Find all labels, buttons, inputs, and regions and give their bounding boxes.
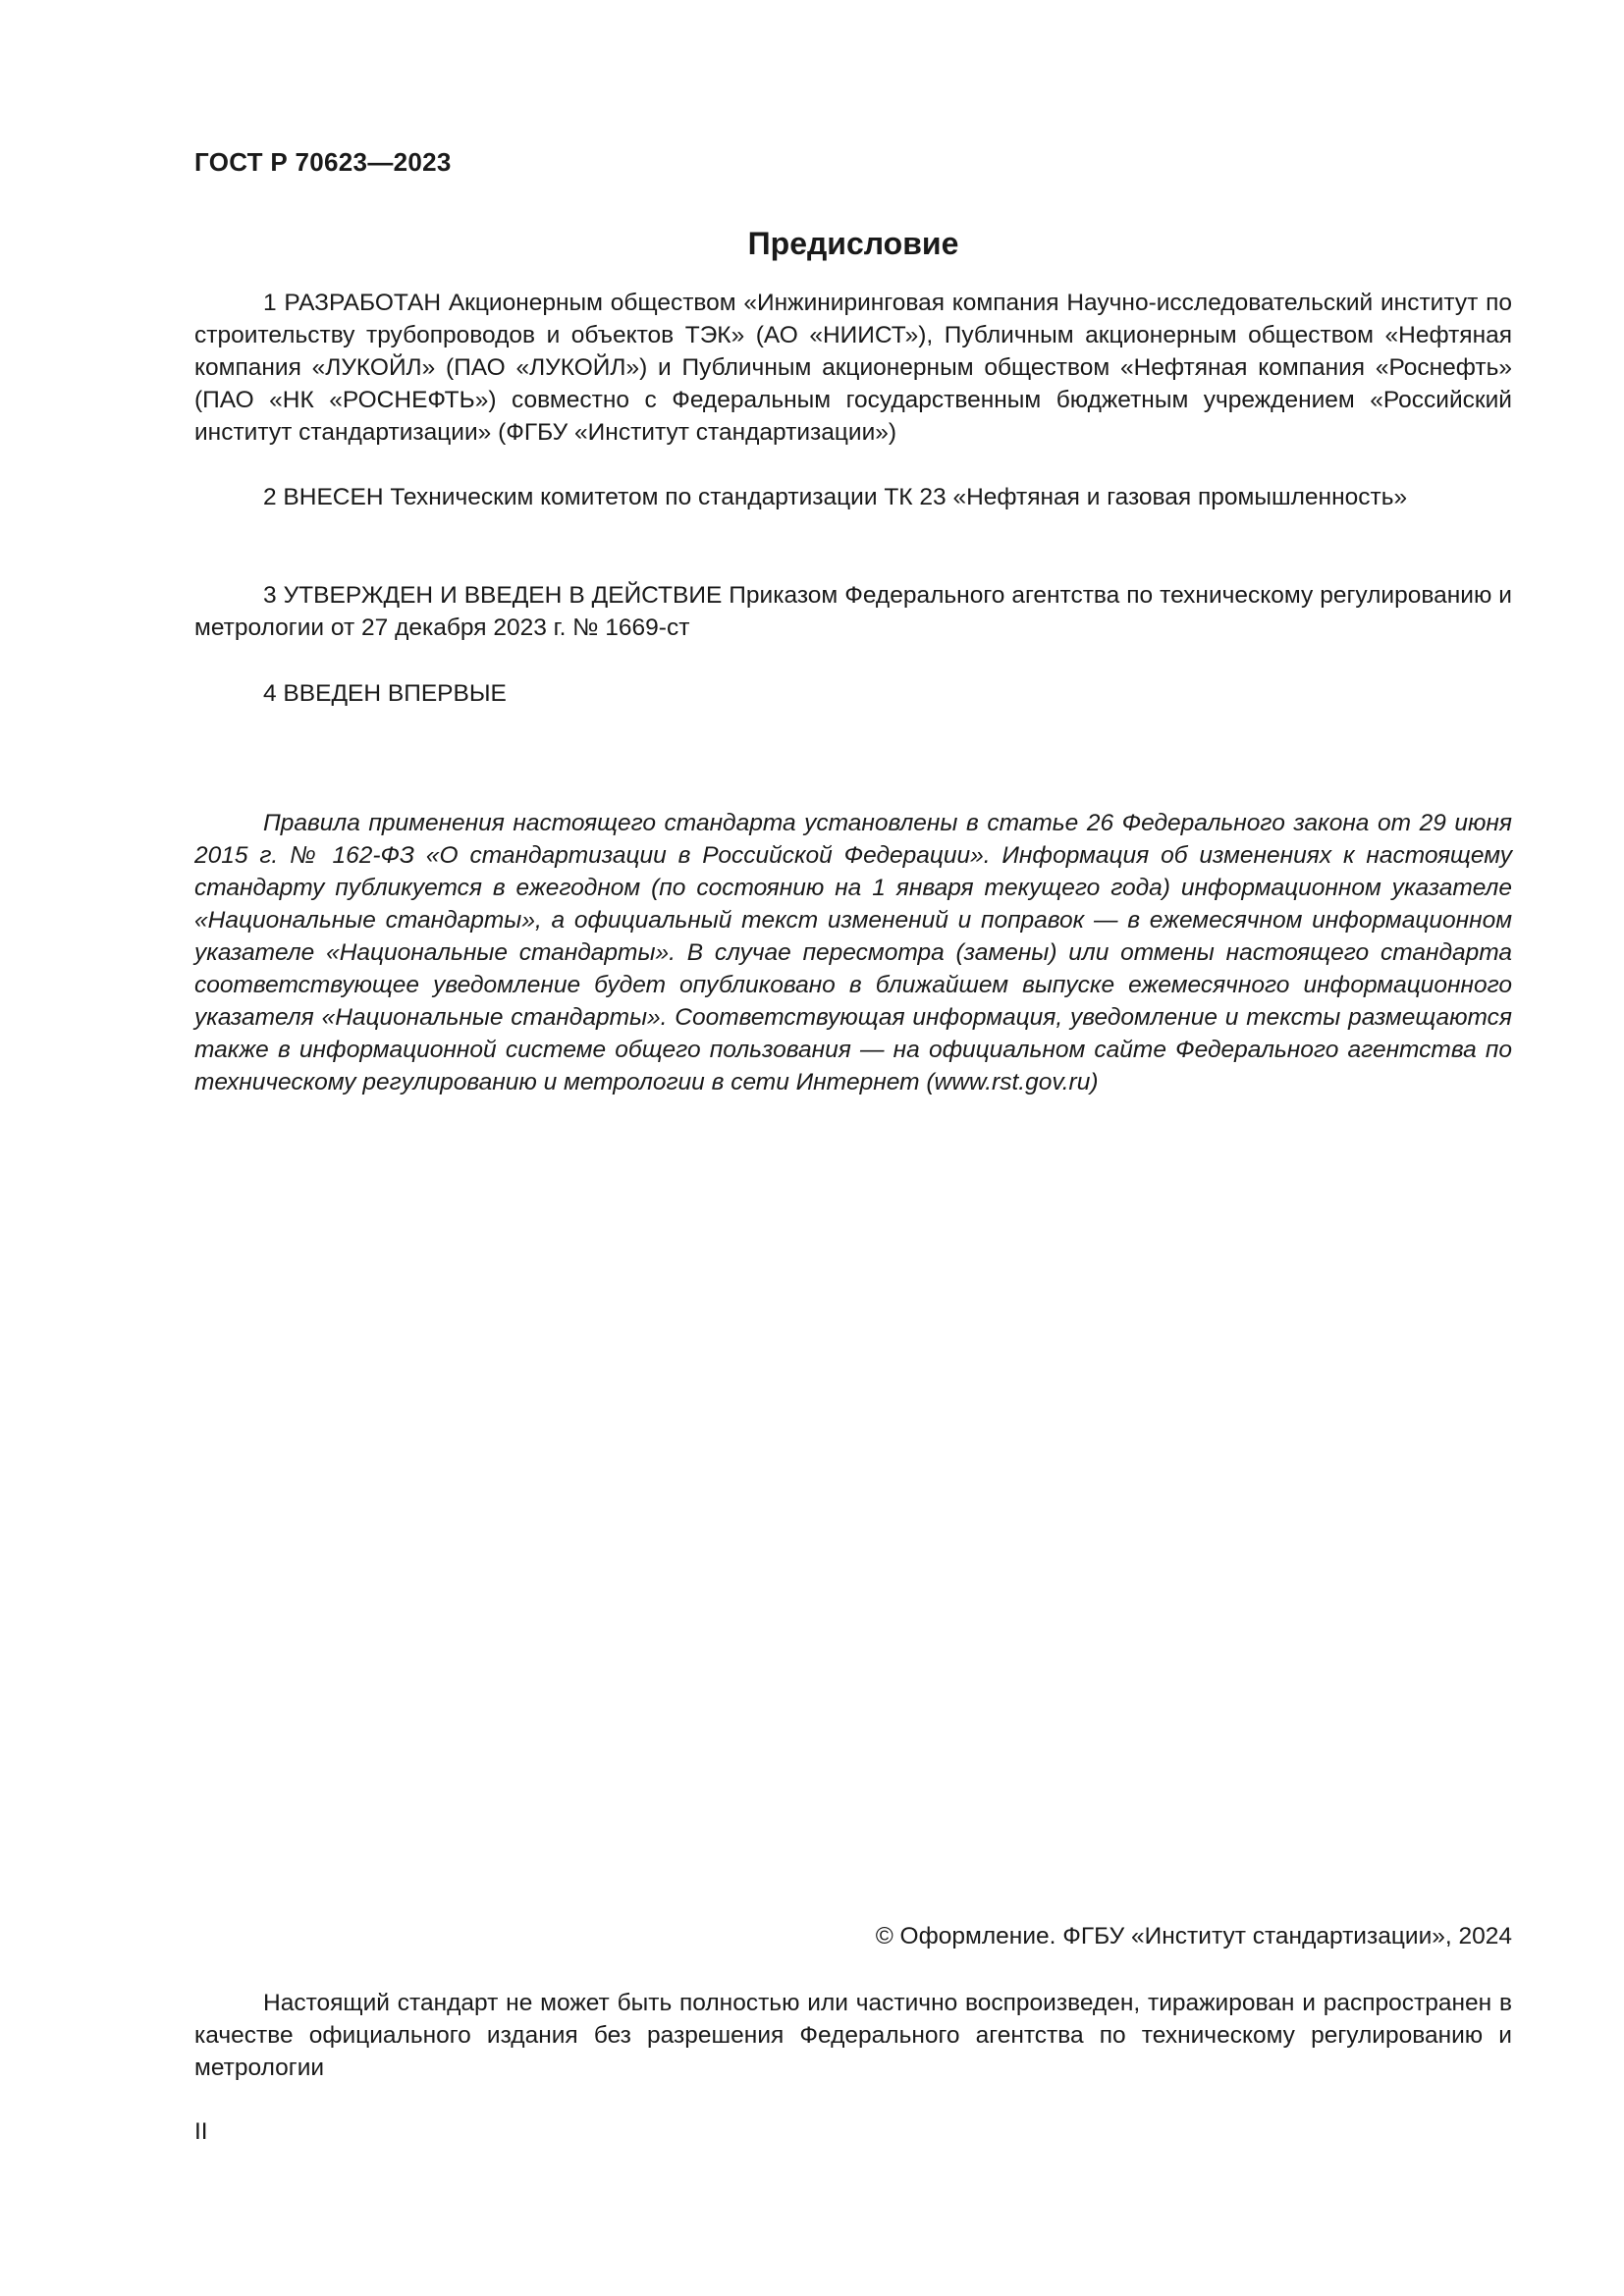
foreword-item-4: 4 ВВЕДЕН ВПЕРВЫЕ: [263, 680, 507, 707]
reproduction-notice: Настоящий стандарт не может быть полностью или частично воспроизведен, тиражирован и распространен в качестве официального издания без разрешения Федерального агентства по техническому регулированию и метрологии: [194, 1990, 1512, 2081]
page-number: II: [194, 2118, 208, 2145]
foreword-item-1: 1 РАЗРАБОТАН Акционерным обществом «Инжиниринговая компания Научно-исследовательский институт по строительству трубопроводов и объектов ТЭК» (АО «НИИСТ»), Публичным акционерным обществом «Нефтяная компания «ЛУКОЙЛ» (ПАО «ЛУКОЙЛ») и Публичным акционерным обществом «Нефтяная компания «Роснефть» (ПАО «НК «РОСНЕФТЬ») совместно с Федеральным государственным бюджетным учреждением «Российский институт стандартизации» (ФГБУ «Институт стандартизации»): [194, 290, 1512, 446]
application-rules-notice: Правила применения настоящего стандарта установлены в статье 26 Федерального закона от 29 июня 2015 г. № 162-ФЗ «О стандартизации в Российской Федерации». Информация об изменениях к настоящему стандарту публикуется в ежегодном (по состоянию на 1 января текущего года) информационном указателе «Национальные стандарты», а официальный текст изменений и поправок — в ежемесячном информационном указателе «Национальные стандарты». В случае пересмотра (замены) или отмены настоящего стандарта соответствующее уведомление будет опубликовано в ближайшем выпуске ежемесячного информационного указателя «Национальные стандарты». Соответствующая информация, уведомление и тексты размещаются также в информационной системе общего пользования — на официальном сайте Федерального агентства по техническому регулированию и метрологии в сети Интернет (www.rst.gov.ru): [194, 810, 1512, 1095]
standard-code: ГОСТ Р 70623—2023: [194, 147, 452, 177]
copyright-line: © Оформление. ФГБУ «Институт стандартизации», 2024: [875, 1923, 1512, 1949]
foreword-item-2: 2 ВНЕСЕН Техническим комитетом по стандартизации ТК 23 «Нефтяная и газовая промышленность»: [263, 484, 1408, 510]
foreword-item-3: 3 УТВЕРЖДЕН И ВВЕДЕН В ДЕЙСТВИЕ Приказом Федерального агентства по техническому регулированию и метрологии от 27 декабря 2023 г. № 1669-ст: [194, 582, 1512, 641]
page-title: Предисловие: [747, 226, 959, 261]
